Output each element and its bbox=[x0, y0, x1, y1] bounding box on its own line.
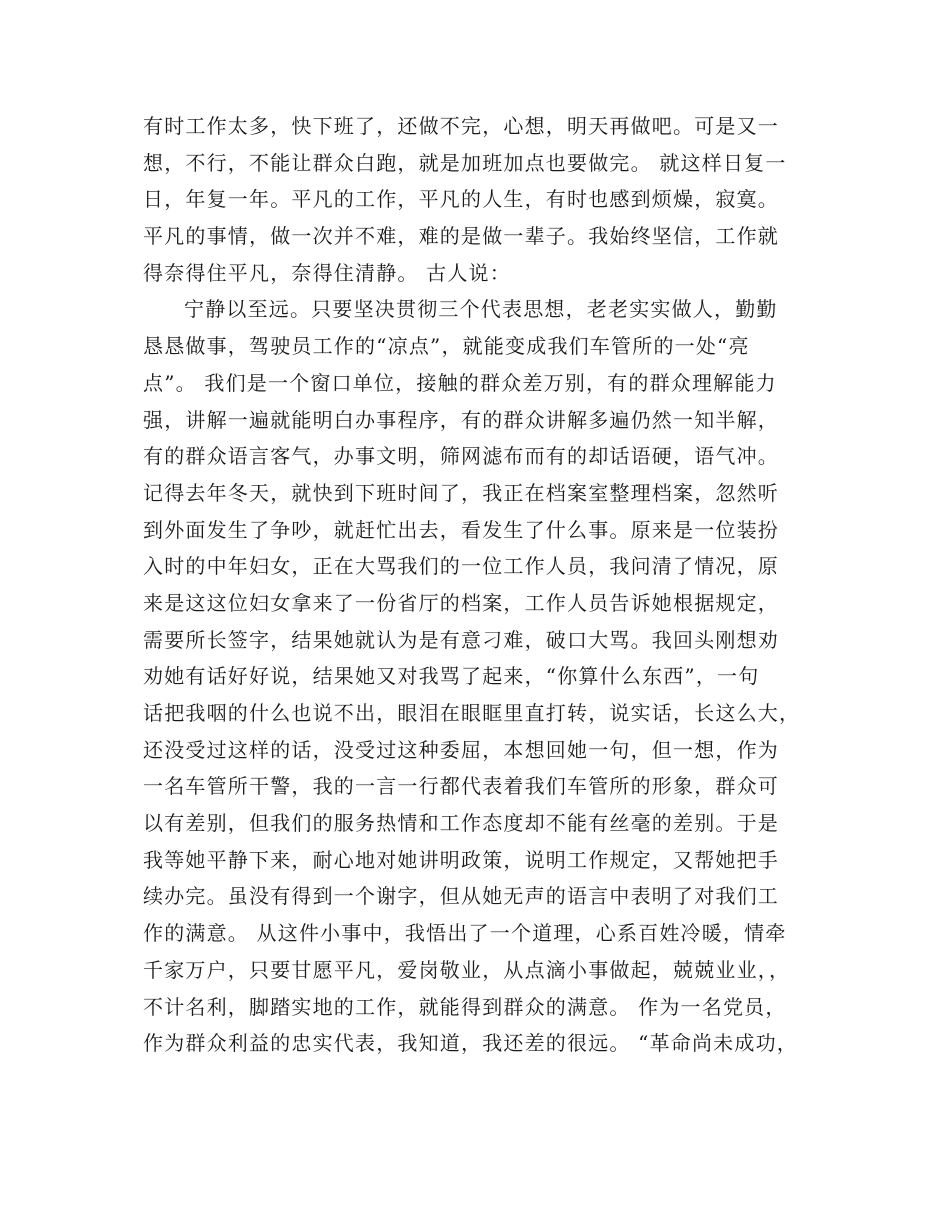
text-line: 有时工作太多，快下班了，还做不完，心想，明天再做吧。可是又一 bbox=[143, 114, 779, 138]
text-line: 恳恳做事，驾驶员工作的“凉点”，就能变成我们车管所的一处“亮 bbox=[143, 334, 750, 359]
text-line: 话把我咽的什么也说不出，眼泪在眼眶里直打转，说实话，长这么大， bbox=[143, 701, 801, 725]
text-line: 有的群众语言客气，办事文明，筛网滤布而有的却话语硬，语气冲。 bbox=[143, 444, 779, 469]
text-line: 平凡的事情，做一次并不难，难的是做一辈子。我始终坚信，工作就 bbox=[143, 224, 779, 249]
text-line: 我等她平静下来，耐心地对她讲明政策，说明工作规定，又帮她把手 bbox=[143, 847, 779, 872]
paragraph-first-line: 宁静以至远。只要坚决贯彻三个代表思想，老老实实做人，勤勤 bbox=[184, 297, 778, 322]
text-line: 点”。 我们是一个窗口单位，接触的群众差万别，有的群众理解能力 bbox=[143, 370, 777, 395]
text-line: 劝她有话好好说，结果她又对我骂了起来，“你算什么东西”，一句 bbox=[143, 664, 760, 689]
text-line: 入时的中年妇女，正在大骂我们的一位工作人员，我问清了情况，原 bbox=[143, 554, 779, 579]
text-line: 还没受过这样的话，没受过这种委屈，本想回她一句，但一想，作为 bbox=[143, 737, 779, 762]
text-line: 强，讲解一遍就能明白办事程序，有的群众讲解多遍仍然一知半解， bbox=[143, 407, 779, 432]
text-line: 不计名利，脚踏实地的工作，就能得到群众的满意。 作为一名党员， bbox=[143, 994, 787, 1019]
text-line: 到外面发生了争吵，就赶忙出去，看发生了什么事。原来是一位装扮 bbox=[143, 517, 779, 542]
text-line: 一名车管所干警，我的一言一行都代表着我们车管所的形象，群众可 bbox=[143, 774, 779, 799]
text-line: 记得去年冬天，就快到下班时间了，我正在档案室整理档案，忽然听 bbox=[143, 480, 779, 505]
text-line: 以有差别，但我们的服务热情和工作态度却不能有丝毫的差别。于是 bbox=[143, 811, 779, 836]
text-line: 作为群众利益的忠实代表，我知道，我还差的很远。 “革命尚未成功， bbox=[143, 1031, 798, 1056]
text-line: 得奈得住平凡，奈得住清静。 古人说： bbox=[143, 260, 511, 285]
body-text bbox=[143, 108, 843, 1062]
text-line: 日，年复一年。平凡的工作，平凡的人生，有时也感到烦燥，寂寞。 bbox=[143, 187, 779, 212]
text-line: 想，不行，不能让群众白跑，就是加班加点也要做完。 就这样日复一 bbox=[143, 150, 787, 175]
text-line: 续办完。虽没有得到一个谢字，但从她无声的语言中表明了对我们工 bbox=[143, 884, 779, 909]
text-line: 千家万户，只要甘愿平凡，爱岗敬业，从点滴小事做起，兢兢业业，， bbox=[143, 957, 791, 982]
text-line: 来是这这位妇女拿来了一份省厅的档案，工作人员告诉她根据规定， bbox=[143, 590, 779, 615]
text-line: 作的满意。 从这件小事中，我悟出了一个道理，心系百姓冷暖，情牵 bbox=[143, 921, 787, 946]
text-line: 需要所长签字，结果她就认为是有意刁难，破口大骂。我回头刚想劝 bbox=[143, 627, 779, 652]
